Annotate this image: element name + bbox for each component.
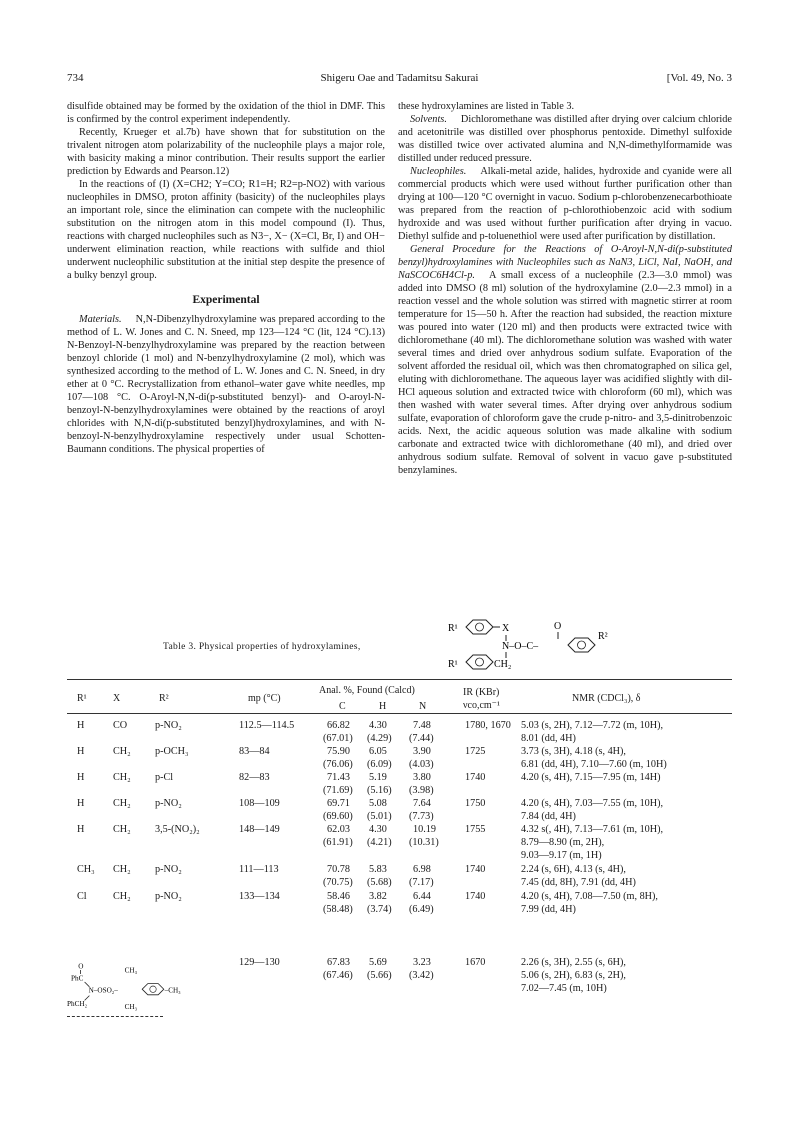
paragraph [67,313,385,456]
table-cell: (70.75) [323,877,353,888]
table-cell: 4.20 (s, 4H), 7.08—7.50 (m, 8H), [521,891,658,902]
table-top-rule [67,679,732,680]
column-header: NMR (CDCl₃), δ [572,693,641,704]
table-cell: 4.30 [369,720,387,731]
table-cell: 7.84 (dd, 4H) [521,811,576,822]
table-cell: 5.03 (s, 2H), 7.12—7.72 (m, 10H), [521,720,664,731]
table-cell: 1740 [465,864,486,875]
table-caption: Table 3. Physical properties of hydroxylamines, [163,641,361,652]
column-header: νco,cm⁻¹ [463,700,500,711]
table-cell: 5.19 [369,772,387,783]
table-cell: (10.31) [409,837,439,848]
table-cell: 71.43 [327,772,350,783]
table-cell: (5.16) [367,785,392,796]
table-cell: CH₃ [77,864,95,875]
table-cell: 1740 [465,772,486,783]
table-cell: 5.06 (s, 2H), 6.83 (s, 2H), [521,970,626,981]
paragraph-body: Alkali-metal azide, halides, hydroxide and cyanide were all commercial products which were used without further purification other than drying at 100—120 °C overnight in vacuo. Sodium p-chlorobenzenecarbothioate was prepared from the reaction of p-chlorothiobenzoic acid with sodium hydroxide and was used without further purification after drying in vacuo. Diethyl sulfide and p-toluenethiol were used after purification by distillation. [398,166,732,242]
run-in-heading: Materials. [79,314,122,325]
table-cell: 2.26 (s, 3H), 2.55 (s, 6H), [521,957,626,968]
table-cell: 7.02—7.45 (m, 10H) [521,983,607,994]
table-cell: 69.71 [327,798,350,809]
table-cell: 1725 [465,746,486,757]
table-cell: 3.82 [369,891,387,902]
run-in-heading: Solvents. [410,114,447,125]
table-cell: (3.42) [409,970,434,981]
table-cell: (5.68) [367,877,392,888]
volume-info: [Vol. 49, No. 3 [666,72,732,84]
structure-label: –CH₃ [164,986,181,995]
column-header: X [113,693,121,704]
table-cell: 129—130 [239,957,280,968]
table-cell: (76.06) [323,759,353,770]
table-cell: (5.01) [367,811,392,822]
table-cell: 7.64 [413,798,431,809]
table-cell: 8.01 (dd, 4H) [521,733,576,744]
column-header: H [379,701,387,712]
data-table [67,682,732,1022]
table-cell: Cl [77,891,87,902]
table-cell: (4.29) [367,733,392,744]
structure-label: O [78,962,84,971]
run-in-heading: Nucleophiles. [410,166,467,177]
column-header: mp (°C) [248,693,281,704]
table-cell: CH₂ [113,824,131,835]
table-cell: (6.49) [409,904,434,915]
table-cell: 3.80 [413,772,431,783]
table-cell: 2.24 (s, 6H), 4.13 (s, 4H), [521,864,626,875]
table-cell: H [77,720,85,731]
column-header: R¹ [77,693,87,704]
column-header: Anal. %, Found (Calcd) [319,685,415,696]
table-cell: 6.81 (dd, 4H), 7.10—7.60 (m, 10H) [521,759,667,770]
table-cell: 4.32 s(, 4H), 7.13—7.61 (m, 10H), [521,824,664,835]
table-cell: (7.17) [409,877,434,888]
table-cell: 58.46 [327,891,350,902]
table-cell: CH₂ [113,891,131,902]
structure-label: X [502,623,510,634]
paragraph-body: Dichloromethane was distilled after drying over calcium chloride and acetonitrile was distilled over phosphorus pentoxide. Dimethyl sulfoxide was distilled twice over activated alumina and N,N-dimethylformamide was distilled under reduced pressure. [398,114,732,164]
paragraph-body: A small excess of a nucleophile (2.3—3.0 mmol) was added into DMSO (8 ml) solution of the hydroxylamine (2.0—2.3 mmol) in a reaction vessel and the whole solution was stirred with magnetic stirrer at room temperature for 15—50 h. After the reaction had subsided, the reaction mixture was poured into water (120 ml) and then products were extracted twice with dichloromethane (40 ml). The dichloromethane solution was washed with water several times and dried over anhydrous sodium sulfate. Evaporation of the solvent afforded the residual oil, which was then chromatographed on silica gel, eluting with dichloromethane. The aqueous layer was acidified slightly with dil-HCl aqueous solution and extracted twice with chloroform (60 ml), which was then washed with water several times. After drying over anhydrous sodium sulfate, evaporation of chloroform gave the crude p-nitro- and 3,5-dinitrobenzoic acids. Next, the acidic aqueous solution was made alkaline with sodium carbonate and extracted twice with dichloromethane (40 ml), and dried over anhydrous sodium sulfate. Removal of solvent in vacuo gave p-substituted benzylamines. [398,270,732,476]
table-cell: 66.82 [327,720,350,731]
paragraph: these hydroxylamines are listed in Table 3. [398,101,575,112]
structure-label: CH₂ [494,659,512,670]
table-cell: (6.09) [367,759,392,770]
structure-label: PhCH₂ [67,1000,88,1008]
paragraph: disulfide obtained may be formed by the oxidation of the thiol in DMF. This is confirmed by the control experiment independently. [67,101,385,125]
paragraph [398,113,732,165]
table-cell: (3.98) [409,785,434,796]
table-cell: 1670 [465,957,486,968]
table-cell: 70.78 [327,864,350,875]
table-cell: H [77,772,85,783]
table-cell: (4.03) [409,759,434,770]
table-cell: 5.83 [369,864,387,875]
column-header: N [419,701,427,712]
run-in-heading: General Procedure for the Reactions of O-Aroyl-N,N-di(p-substituted benzyl)hydroxylamines with Nucleophiles such as NaN3, LiCl, NaI, NaOH, and NaSCOC6H4Cl-p. [398,244,732,281]
paragraph [398,165,732,243]
table-cell: 75.90 [327,746,350,757]
table-cell: p-NO₂ [155,798,182,809]
running-header [67,72,732,88]
table-cell: (7.73) [409,811,434,822]
table-cell: 67.83 [327,957,350,968]
table-cell: (69.60) [323,811,353,822]
table-cell: (3.74) [367,904,392,915]
structure-label: PhC [71,974,84,983]
paragraph: In the reactions of (I) (X=CH2; Y=CO; R1=H; R2=p-NO2) with various nucleophiles in DMSO, proton affinity (basicity) of the nucleophiles plays an important role, since the elimination can compete with the nucleophilic substitution on the nitrogen atom in this model compound (I). Thus, reactions with charged nucleophiles such as N3−, X− (X=Cl, Br, I) and OH− underwent elimination reaction, while reactions with sulfide and thiol underwent nucleophilic substitution at the initial step despite the presence of a bulky benzyl group. [67,179,385,281]
table-cell: 4.20 (s, 4H), 7.15—7.95 (m, 14H) [521,772,661,783]
table-cell: CH₂ [113,772,131,783]
structure-label: R¹ [448,623,458,634]
table-cell: 111—113 [239,864,279,875]
table-cell: p-NO₂ [155,720,182,731]
table-cell: 148—149 [239,824,280,835]
table-cell: 3,5-(NO₂)₂ [155,824,200,835]
table-cell: (58.48) [323,904,353,915]
paragraph: Recently, Krueger et al.7b) have shown that for substitution on the trivalent nitrogen atom polarizability of the nucleophile plays a major role, with basicity making a minor contribution. Their results support the earlier prediction by Edwards and Pearson.12) [67,127,385,177]
structure-label: R¹ [448,659,458,670]
table-cell: (71.69) [323,785,353,796]
table-cell: CH₂ [113,746,131,757]
paragraph-body: N,N-Dibenzylhydroxylamine was prepared according to the method of L. W. Jones and C. N. Sneed, mp 123—124 °C (lit, 124 °C).13) N-Benzoyl-N-benzylhydroxylamine was prepared by the reaction between benzoyl chloride (1 mol) and N-benzylhydroxylamine (2 mol), which was synthesized according to the method of L. W. Jones and C. N. Sneed, in dry ether at 0 °C. Recrystallization from ethanol–water gave white needles, mp 107—108 °C. O-Aroyl-N,N-di(p-substituted benzyl)- and O-aroyl-N-benzoyl-N-benzylhydroxylamines were obtained by the reactions of aroyl chlorides with N,N-di(p-substituted benzyl)hydroxylamines, and with N-benzoyl-N-benzylhydroxylamine respectively under usual Schotten-Baumann conditions. The physical properties of [67,314,385,455]
table-cell: CH₂ [113,864,131,875]
table-cell: CH₂ [113,798,131,809]
left-column [67,100,385,456]
column-header: R² [159,693,169,704]
table-cell: 6.05 [369,746,387,757]
table-cell: 7.48 [413,720,431,731]
structure-label: R² [598,631,608,642]
table-cell: 6.44 [413,891,431,902]
paragraph [398,243,732,477]
column-header: C [339,701,346,712]
table-cell: 5.08 [369,798,387,809]
table-cell: 112.5—114.5 [239,720,295,731]
table-cell: 10.19 [413,824,436,835]
table-cell: 6.98 [413,864,431,875]
table-cell: 7.99 (dd, 4H) [521,904,576,915]
table-cell: p-OCH₃ [155,746,189,757]
table-cell: 8.79—8.90 (m, 2H), [521,837,605,848]
running-title: Shigeru Oae and Tadamitsu Sakurai [320,72,479,84]
structure-label: N–OSO₂– [88,986,118,995]
table-cell: 4.20 (s, 4H), 7.03—7.55 (m, 10H), [521,798,664,809]
table-cell: 133—134 [239,891,280,902]
page-number: 734 [67,72,84,84]
table-cell: 3.23 [413,957,431,968]
tosyl-structure-diagram [67,956,187,1016]
table-cell: 1740 [465,891,486,902]
table-cell: CO [113,720,128,731]
table-cell: 1755 [465,824,486,835]
table-cell: (4.21) [367,837,392,848]
table-cell: 3.90 [413,746,431,757]
section-heading: Experimental [192,294,260,306]
table-cell: 82—83 [239,772,270,783]
table-cell: 9.03—9.17 (m, 1H) [521,850,602,861]
general-structure-diagram [448,617,628,671]
table-cell: 1750 [465,798,486,809]
table-cell: 5.69 [369,957,387,968]
table-cell: 4.30 [369,824,387,835]
table-cell: p-NO₂ [155,864,182,875]
structure-label: CH₃ [124,966,138,975]
table-cell: 3.73 (s, 3H), 4.18 (s, 4H), [521,746,626,757]
table-cell: (7.44) [409,733,434,744]
table-cell: p-NO₂ [155,891,182,902]
table-cell: (61.91) [323,837,353,848]
table-cell: H [77,746,85,757]
table-cell: H [77,798,85,809]
structure-label: CH₃ [124,1003,138,1012]
table-cell: 7.45 (dd, 8H), 7.91 (dd, 4H) [521,877,636,888]
table-cell: 108—109 [239,798,280,809]
column-header: IR (KBr) [463,687,500,698]
structure-label: O [554,621,562,632]
right-column [398,100,732,477]
table-cell: H [77,824,85,835]
table-cell: (67.01) [323,733,353,744]
table-cell: p-Cl [155,772,174,783]
table-cell: 83—84 [239,746,270,757]
table-cell: (5.66) [367,970,392,981]
table-cell: 62.03 [327,824,350,835]
structure-label: N–O–C– [502,641,539,652]
table-cell: 1780, 1670 [465,720,511,731]
table-cell: (67.46) [323,970,353,981]
